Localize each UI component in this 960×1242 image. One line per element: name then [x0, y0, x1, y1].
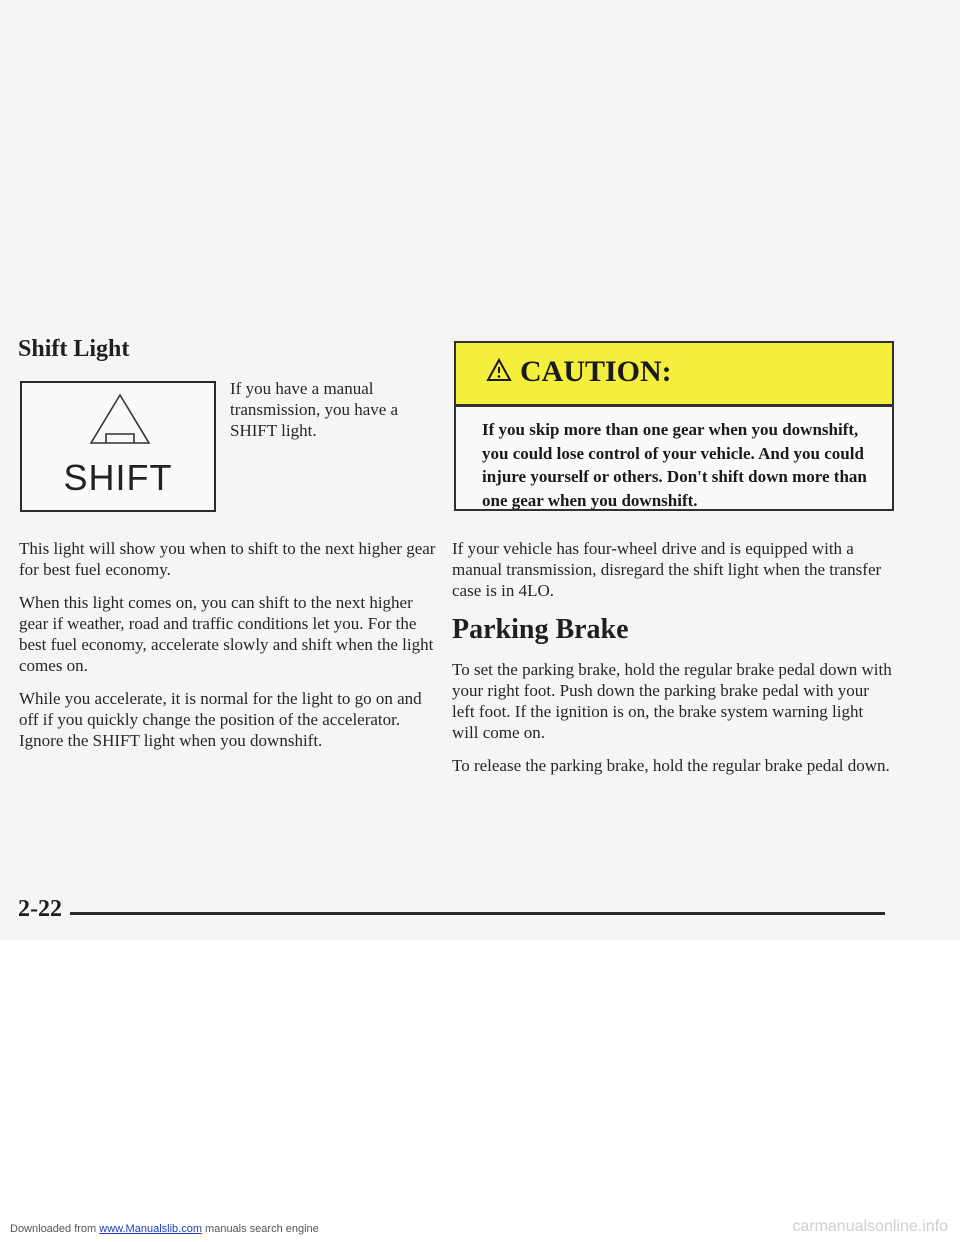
page-number: 2-22	[18, 896, 62, 922]
section-title-parking-brake: Parking Brake	[452, 614, 629, 645]
caution-text: If you skip more than one gear when you downshift, you could lose control of your vehicle. And you could injure yourself or others. Don't shift down more than one gear when you downshift.	[482, 420, 867, 510]
left-column	[19, 538, 439, 763]
shift-label: SHIFT	[63, 457, 173, 498]
parking-paragraph-2: To release the parking brake, hold the regular brake pedal down.	[452, 756, 890, 775]
footer-rule	[70, 912, 885, 915]
footer-suffix: manuals search engine	[205, 1223, 319, 1235]
shift-arrow-icon	[89, 393, 151, 453]
manualslib-link[interactable]: www.Manualslib.com	[99, 1223, 202, 1235]
caution-box	[454, 341, 894, 511]
watermark: carmanualsonline.info	[792, 1218, 948, 1235]
caution-header	[456, 343, 892, 407]
right-column	[452, 538, 892, 788]
shift-paragraph-1: This light will show you when to shift to the next higher gear for best fuel economy.	[19, 539, 436, 579]
footer-prefix: Downloaded from	[10, 1223, 97, 1235]
download-footer	[10, 1223, 319, 1235]
four-wheel-drive-note: If your vehicle has four-wheel drive and is equipped with a manual transmission, disregard the shift light when the transfer case is in 4LO.	[452, 539, 882, 600]
section-title-shift-light: Shift Light	[18, 336, 130, 362]
shift-light-illustration	[20, 381, 216, 512]
caution-title: CAUTION:	[520, 355, 672, 388]
shift-paragraph-3: While you accelerate, it is normal for the light to go on and off if you quickly change the position of the accelerator. Ignore the SHIFT light when you downshift.	[19, 689, 422, 750]
parking-paragraph-1: To set the parking brake, hold the regular brake pedal down with your right foot. Push down the parking brake pedal with your left foot. If the ignition is on, the brake system warning light will come on.	[452, 660, 892, 742]
warning-triangle-icon	[486, 358, 512, 382]
shift-paragraph-2: When this light comes on, you can shift to the next higher gear if weather, road and traffic conditions let you. For the best fuel economy, accelerate slowly and shift when the light comes on.	[19, 593, 434, 675]
shift-intro-text: If you have a manual transmission, you have a SHIFT light.	[230, 379, 399, 440]
